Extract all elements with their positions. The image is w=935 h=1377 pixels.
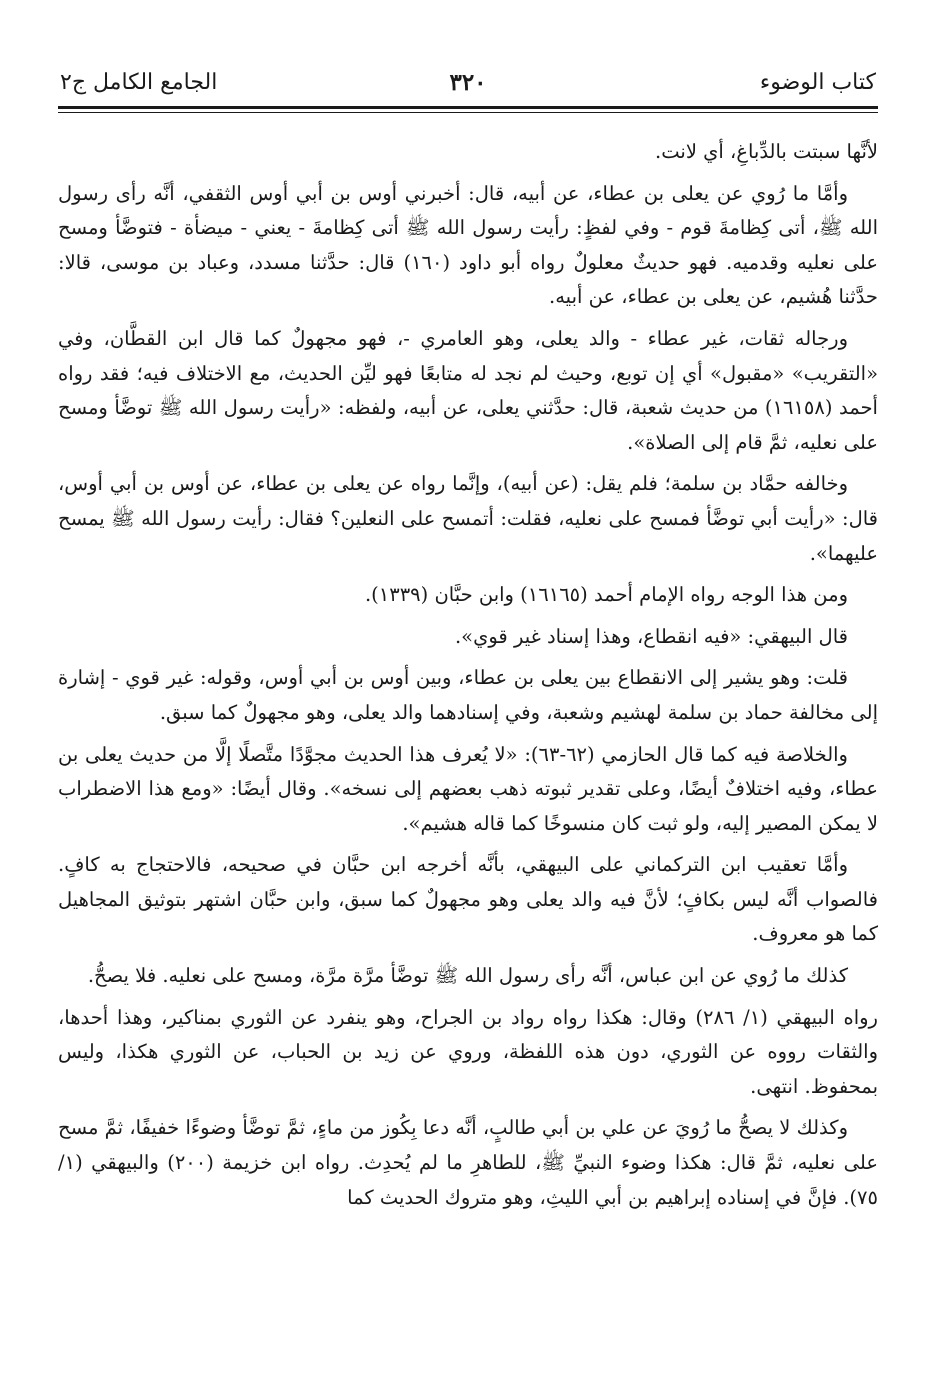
paragraph: ومن هذا الوجه رواه الإمام أحمد (١٦١٦٥) وابن حبَّان (١٣٣٩). xyxy=(364,583,848,607)
chapter-title: كتاب الوضوء xyxy=(759,70,876,95)
paragraph: ورجاله ثقات، غير عطاء - والد يعلى، وهو العامري -، فهو مجهولٌ كما قال ابن القطَّان، وفي «التقريب» «مقبول» أي إن توبع، وحيث لم نجد له متابعًا فهو ليِّن الحديث، مع الاختلاف فيه؛ فقد رواه أحمد (١٦١٥٨) من حديث شعبة، قال: حدَّثني يعلى، عن أبيه، ولفظه: «رأيت رسول الله ﷺ توضَّأ ومسح على نعليه، ثمَّ قام إلى الصلاة». xyxy=(58,326,879,454)
header-rule-thin xyxy=(58,112,878,113)
header-rule-thick xyxy=(58,106,878,109)
main-text xyxy=(58,135,878,1215)
running-header xyxy=(58,62,878,102)
paragraph: رواه البيهقي (١/ ٢٨٦) وقال: هكذا رواه رواد بن الجراح، وهو ينفرد عن الثوري بمناكير، وهذا أحدها، والثقات رووه عن الثوري، دون هذه اللفظة، وروي عن زيد بن الحباب، عن الثوري هكذا، وليس بمحفوظ. انتهى. xyxy=(58,1005,878,1098)
page xyxy=(58,62,878,1222)
paragraph: لأنَّها سبتت بالدِّباغِ، أي لانت. xyxy=(655,140,878,163)
page-number: ٣٢٠ xyxy=(449,69,487,96)
paragraph: وخالفه حمَّاد بن سلمة؛ فلم يقل: (عن أبيه)، وإنَّما رواه عن يعلى بن عطاء، عن أوس بن أبي أوس، قال: «رأيت أبي توضَّأ فمسح على نعليه، فقلت: أتمسح على النعلين؟ فقال: رأيت رسول الله ﷺ يمسح عليهما». xyxy=(58,472,878,565)
book-title: الجامع الكامل ج٢ xyxy=(60,70,218,95)
paragraph: وكذلك لا يصحُّ ما رُويَ عن علي بن أبي طالبٍ، أنَّه دعا بِكُوز من ماءٍ، ثمَّ توضَّأ وضوءًا خفيفًا، ثمَّ مسح على نعليه، ثمَّ قال: هكذا وضوء النبيِّ ﷺ، للطاهرِ ما لم يُحدِث. رواه ابن خزيمة (٢٠٠) والبيهقي (١/ ٧٥). فإنَّ في إسناده إبراهيم بن أبي الليثِ، وهو متروك الحديث كما xyxy=(58,1116,878,1209)
paragraph: كذلك ما رُوي عن ابن عباس، أنَّه رأى رسول الله ﷺ توضَّأ مرَّة مرَّة، ومسح على نعليه. فلا يصحُّ. xyxy=(87,964,848,988)
paragraph: قال البيهقي: «فيه انقطاع، وهذا إسناد غير قوي». xyxy=(454,624,848,648)
paragraph: وأمَّا تعقيب ابن التركماني على البيهقي، بأنَّه أخرجه ابن حبَّان في صحيحه، فالاحتجاج به كافٍ. فالصواب أنَّه ليس بكافٍ؛ لأنَّ فيه والد يعلى وهو مجهولٌ كما سبق، وابن حبَّان اشتهر بتوثيق المجاهيل كما هو معروف. xyxy=(58,853,878,946)
paragraph: والخلاصة فيه كما قال الحازمي (٦٢-٦٣): «لا يُعرف هذا الحديث مجوَّدًا متَّصلًا إلَّا من حديث يعلى بن عطاء، وفيه اختلافٌ أيضًا، وعلى تقدير ثبوته ذهب بعضهم إلى نسخه». وقال أيضًا: «ومع هذا الاضطراب لا يمكن المصير إليه، ولو ثبت كان منسوخًا كما قاله هشيم». xyxy=(58,742,878,835)
paragraph: قلت: وهو يشير إلى الانقطاع بين يعلى بن عطاء، وبين أوس بن أبي أوس، وقوله: غير قوي - إشارة إلى مخالفة حماد بن سلمة لهشيم وشعبة، وفي إسنادهما والد يعلى، وهو مجهولٌ كما سبق. xyxy=(58,666,878,724)
paragraph: وأمَّا ما رُوي عن يعلى بن عطاء، عن أبيه، قال: أخبرني أوس بن أبي أوس الثقفي، أنَّه رأى رسول الله ﷺ، أتى كِظامةَ قوم - وفي لفظٍ: رأيت رسول الله ﷺ أتى كِظامةَ - يعني - ميضأة - فتوضَّأ ومسح على نعليه وقدميه. فهو حديثٌ معلولٌ رواه أبو داود (١٦٠) قال: حدَّثنا مسدد، وعباد بن موسى، قالا: حدَّثنا هُشيم، عن يعلى بن عطاء، عن أبيه. xyxy=(58,181,878,309)
